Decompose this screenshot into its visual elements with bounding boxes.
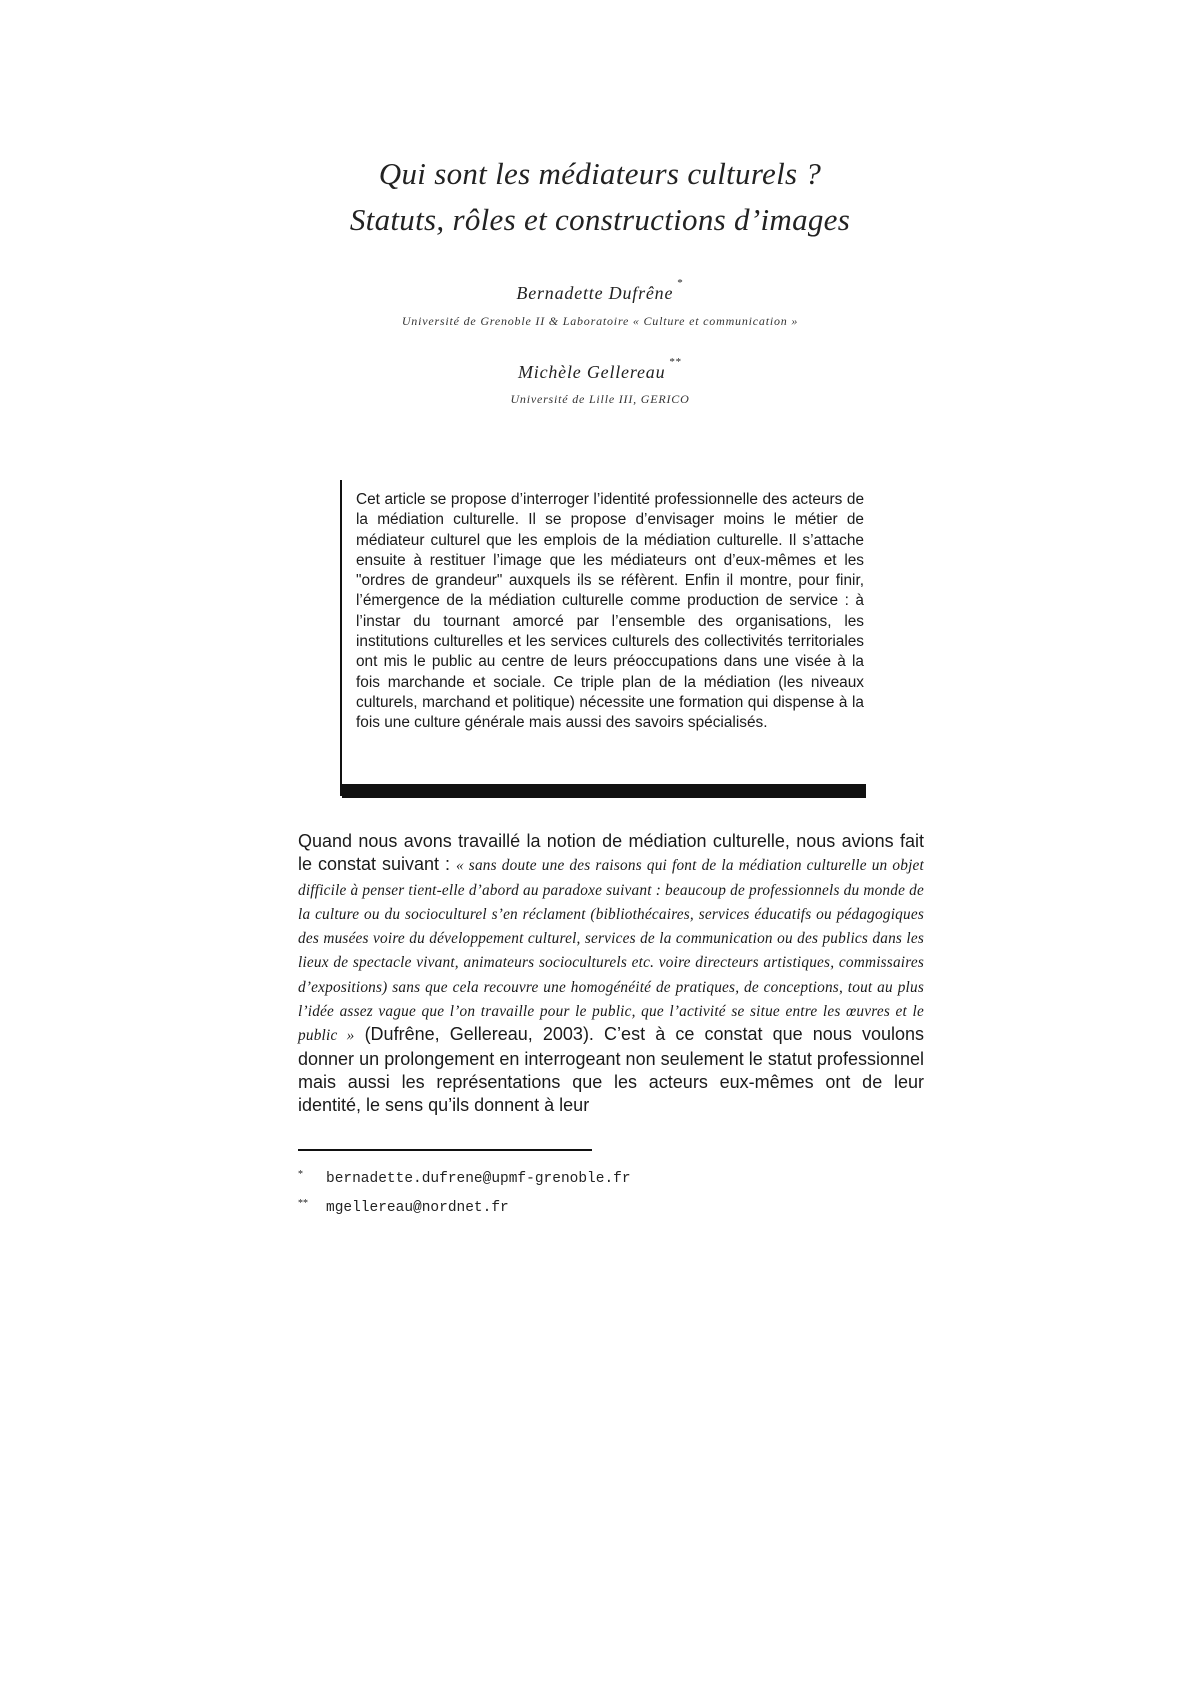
author-1-footnote-mark[interactable]: * <box>677 277 684 289</box>
author-1-affiliation: Université de Grenoble II & Laboratoire « Culture et communication » <box>401 314 799 328</box>
author-2-affiliation: Université de Lille III, GERICO <box>510 392 690 406</box>
body-quote: « sans doute une des raisons qui font de la médiation culturelle un objet difficile à penser tient-elle d’abord au paradoxe suivant : beaucoup de professionnels du monde de la culture ou du socioculturel s’en réclament (bibliothécaires, services éducatifs ou pédagogiques des musées voire du développement culturel, services de la communication ou des publics dans les lieux de spectacle vivant, animateurs socioculturels etc. voire directeurs artistiques, commissaires d’expositions) sans que cela recouvre une homogénéité de pratiques, de conceptions, tout au plus l’idée assez vague que l’on travaille pour le public, que l’activité se situe entre les œuvres et le public » <box>298 857 924 1045</box>
author-2 <box>0 356 1200 383</box>
footnote-1-mark: * <box>298 1169 303 1180</box>
author-2-name: Michèle Gellereau <box>518 362 666 382</box>
body-intro: Quand nous avons travaillé la notion de médiation culturelle, nous avions fait le constat suivant : <box>298 831 924 875</box>
abstract-bottom-bar <box>342 784 866 798</box>
author-1-name: Bernadette Dufrêne <box>516 283 674 303</box>
footnote-2-email[interactable]: mgellereau@nordnet.fr <box>326 1200 509 1216</box>
footnote-2 <box>298 1200 924 1216</box>
body-continuation: (Dufrêne, Gellereau, 2003). C’est à ce constat que nous voulons donner un prolongement en interrogeant non seulement le statut professionnel mais aussi les représentations que les acteurs eux-mêmes ont de leur identité, le sens qu’ils donnent à leur <box>298 1024 924 1116</box>
paper-title-line-1: Qui sont les médiateurs culturels ? <box>378 156 822 191</box>
footnote-divider <box>298 1149 592 1151</box>
author-1 <box>0 277 1200 304</box>
footnote-1-email[interactable]: bernadette.dufrene@upmf-grenoble.fr <box>326 1171 631 1187</box>
footnote-2-mark: ** <box>298 1198 308 1209</box>
body-paragraph <box>298 830 924 1118</box>
author-2-footnote-mark[interactable]: ** <box>669 356 682 368</box>
abstract-text: Cet article se propose d’interroger l’identité professionnelle des acteurs de la médiation culturelle. Il se propose d’envisager moins le métier de médiateur culturel que les emplois de la médiation culturelle. Il s’attache ensuite à restituer l’image que les médiateurs ont d’eux-mêmes et les "ordres de grandeur" auxquels ils se réfèrent. Enfin il montre, pour finir, l’émergence de la médiation culturelle comme production de service : à l’instar du tournant amorcé par l’ensemble des organisations, les institutions culturelles et les services culturels des collectivités territoriales ont mis le public au centre de leurs préoccupations dans une visée à la fois marchande et sociale. Ce triple plan de la médiation (les niveaux culturels, marchand et politique) nécessite une formation qui dispense à la fois une culture générale mais aussi des savoirs spécialisés. <box>356 491 864 732</box>
paper-title-line-2: Statuts, rôles et constructions d’images <box>349 202 851 237</box>
footnote-1 <box>298 1171 924 1187</box>
